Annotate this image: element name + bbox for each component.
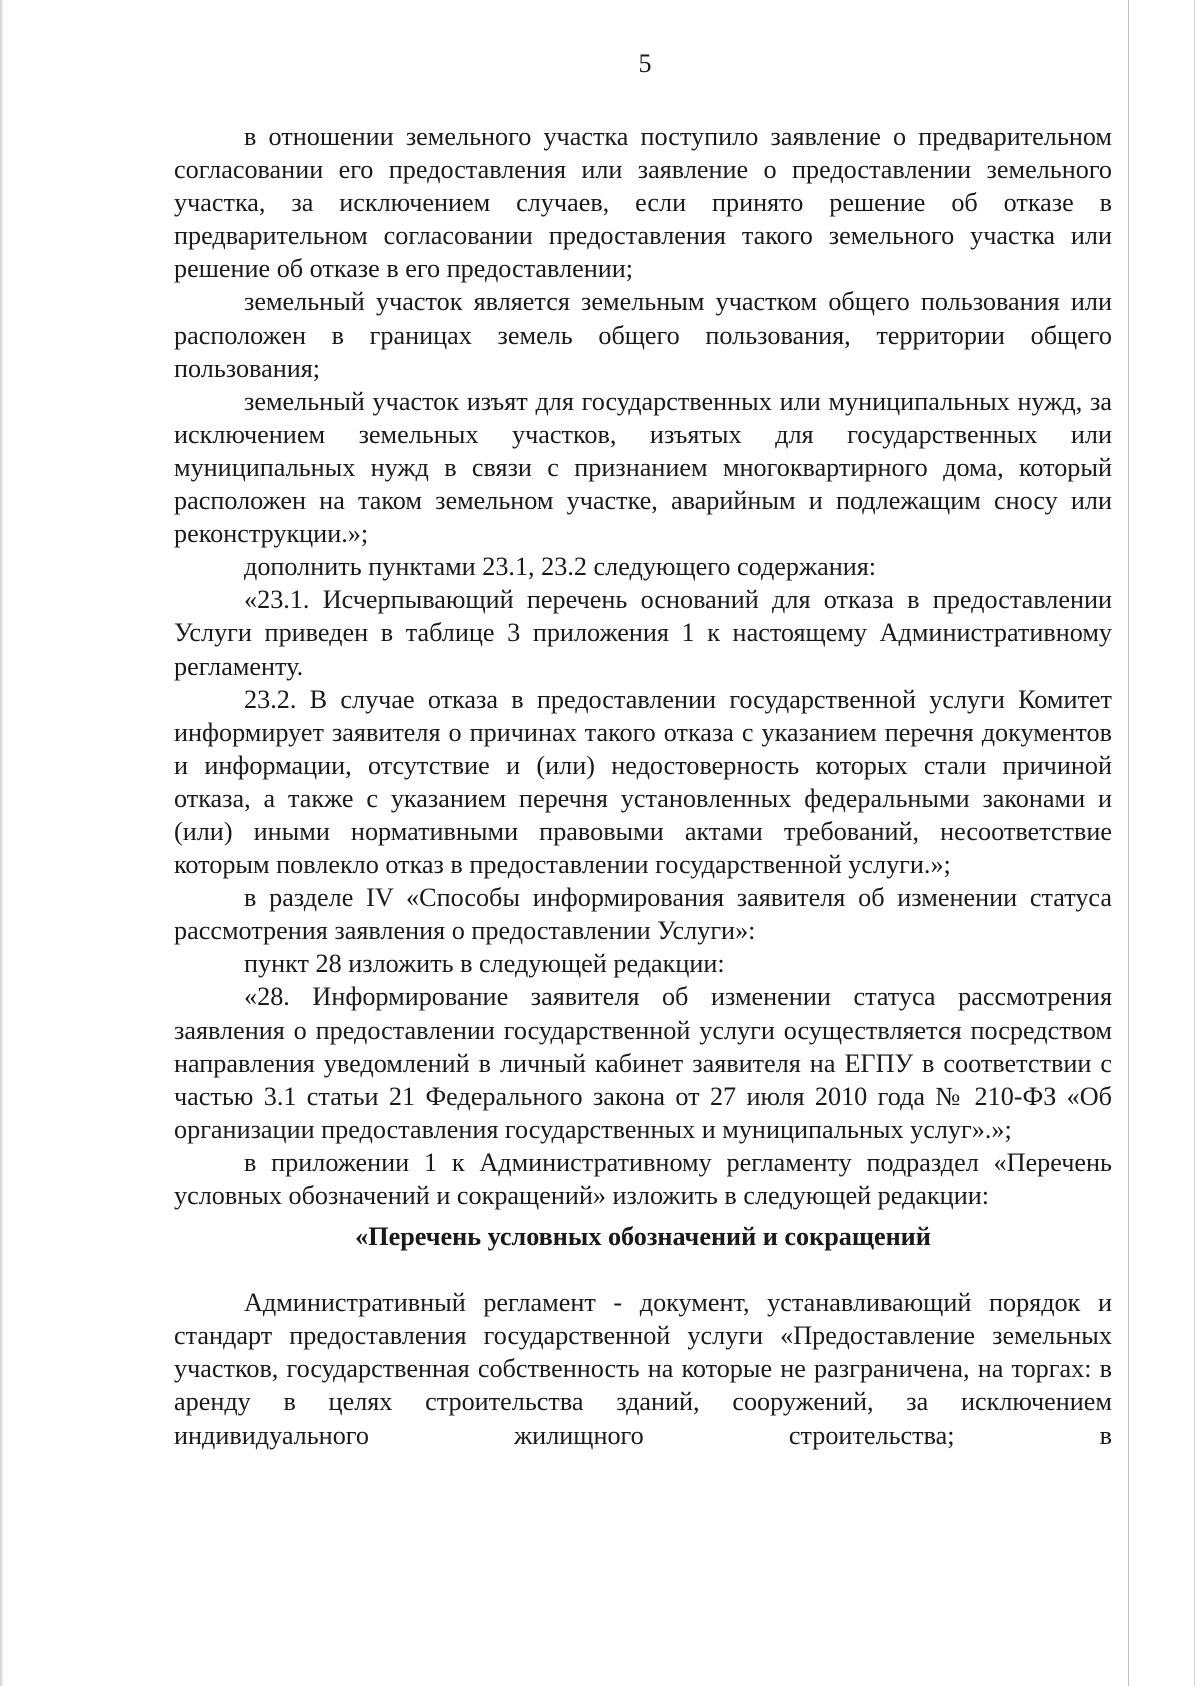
heading-gap — [174, 1253, 1112, 1286]
paragraph-admin-regulation-definition: Административный регламент - документ, устанавливающий порядок и стандарт предоставления государственной услуги «Предоставление земельных участков, государственная собственность на которые не разграничена, на торгах: в аренду в целях строительства зданий, сооружений, за исключением индивидуального жилищного строительства; в — [174, 1288, 1112, 1450]
paragraph-section-iv: в разделе IV «Способы информирования заявителя об изменении статуса рассмотрения заявления о предоставлении Услуги»: — [174, 883, 1112, 946]
section-heading: «Перечень условных обозначений и сокращений — [355, 1222, 931, 1252]
paragraph-point-23-1: «23.1. Исчерпывающий перечень оснований для отказа в предоставлении Услуги приведен в таблице 3 приложения 1 к настоящему Административному регламенту. — [174, 585, 1112, 681]
paragraph-add-points: дополнить пунктами 23.1, 23.2 следующего содержания: — [244, 552, 877, 582]
paragraph-point-28-intro: пункт 28 изложить в следующей редакции: — [244, 949, 725, 979]
scan-edge-right — [1128, 0, 1200, 1686]
paragraph-public-land: земельный участок является земельным участком общего пользования или расположен в границах земель общего пользования, территории общего пользования; — [174, 287, 1112, 383]
paragraph-seized-land: земельный участок изъят для государственных или муниципальных нужд, за исключением земельных участков, изъятых для государственных или муниципальных нужд в связи с признанием многоквартирного дома, который расположен на таком земельном участке, аварийным и подлежащим сносу или реконструкции.»; — [174, 386, 1112, 549]
document-body — [174, 120, 1112, 1452]
paragraph-point-23-2: 23.2. В случае отказа в предоставлении государственной услуги Комитет информирует заявителя о причинах такого отказа с указанием перечня документов и информации, отсутствие и (или) недостоверность которых стали причиной отказа, а также с указанием перечня установленных федеральными законами и (или) иными нормативными правовыми актами требований, несоответствие которым повлекло отказ в предоставлении государственной услуги.»; — [174, 684, 1112, 880]
paragraph-appendix-1: в приложении 1 к Административному регламенту подраздел «Перечень условных обозначений и сокращений» изложить в следующей редакции: — [174, 1147, 1112, 1210]
scan-edge-left — [0, 0, 3, 1686]
paragraph-refusal-grounds-continued: в отношении земельного участка поступило заявление о предварительном согласовании его предоставления или заявление о предоставлении земельного участка, за исключением случаев, если принято решение об отказе в предварительном согласовании предоставления такого земельного участка или решение об отказе в его предоставлении; — [174, 122, 1112, 284]
page-number: 5 — [638, 49, 652, 78]
paragraph-point-28: «28. Информирование заявителя об изменении статуса рассмотрения заявления о предоставлении государственной услуги осуществляется посредством направления уведомлений в личный кабинет заявителя на ЕГПУ в соответствии с частью 3.1 статьи 21 Федерального закона от 27 июля 2010 года № 210-ФЗ «Об организации предоставления государственных и муниципальных услуг».»; — [174, 982, 1112, 1144]
